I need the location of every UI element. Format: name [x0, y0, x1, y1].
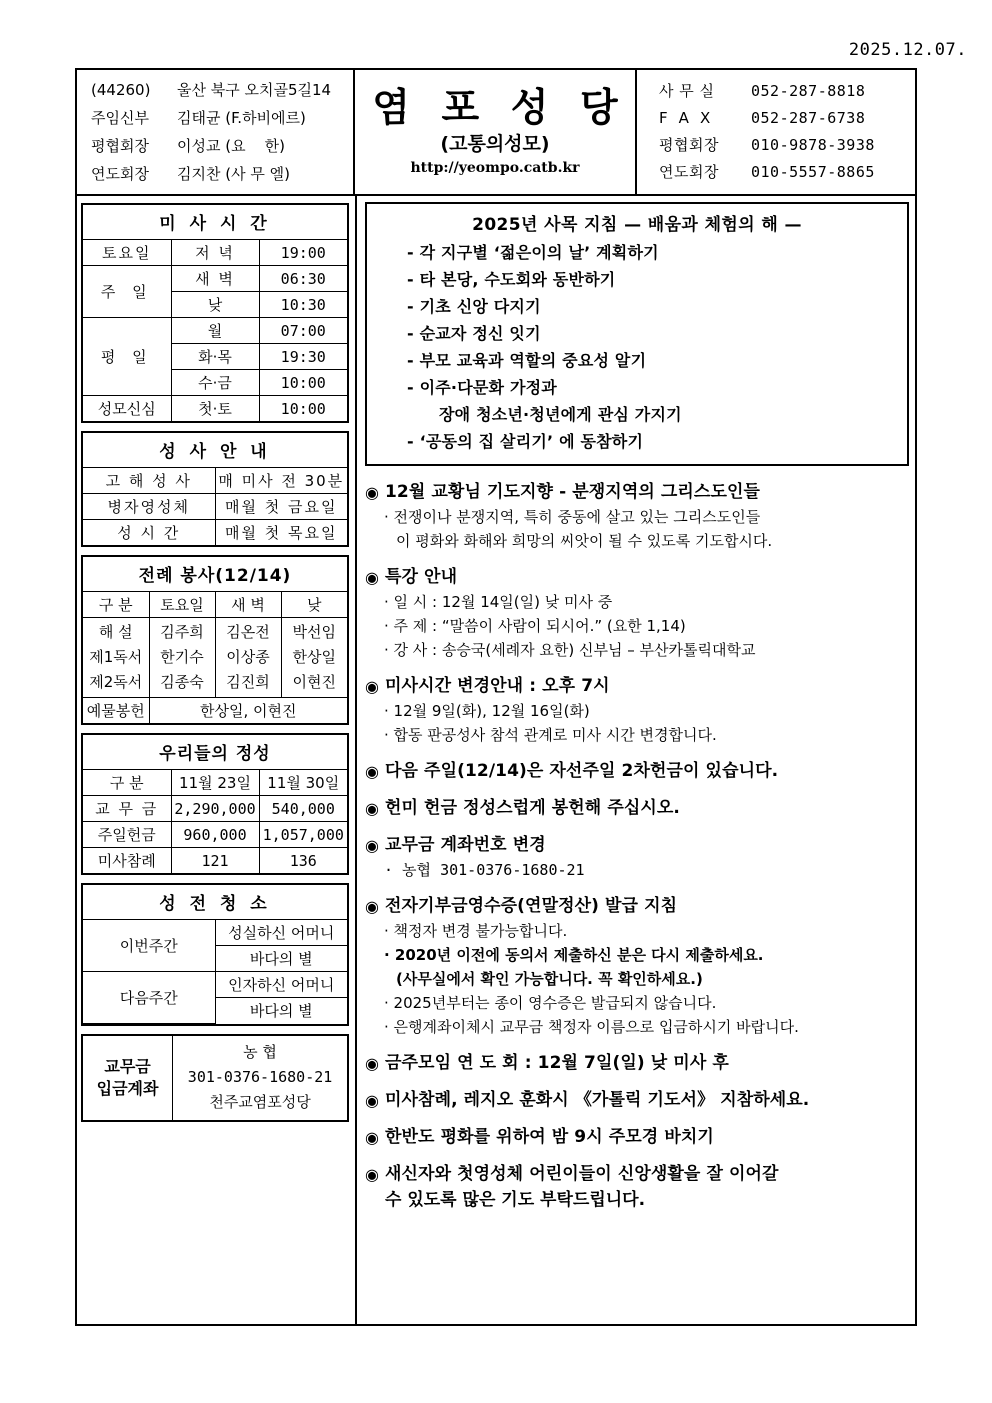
liturgy-name: 김주희: [160, 623, 204, 641]
contact-info-block: [637, 70, 915, 194]
table-row: [83, 592, 347, 618]
contact-row: [659, 132, 915, 159]
contact-label: 사 무 실: [659, 82, 715, 100]
announcement-sub: · 주 제 : “말씀이 사람이 되시어.” (요한 1,14): [384, 617, 686, 635]
announcement-title: 헌미 헌금 정성스럽게 봉헌해 주십시오.: [385, 798, 680, 818]
table-row: [83, 318, 347, 344]
contact-label: 연도회장: [659, 163, 719, 181]
parish-info-label: 연도회장: [91, 165, 149, 183]
contact-label: 평협회장: [659, 136, 719, 154]
parish-info-value: 이성교 (요 한): [177, 137, 285, 155]
parish-info-block: [77, 70, 355, 194]
offerings-value: 2,290,000: [171, 796, 259, 822]
sacrament-value: 매월 첫 금요일: [215, 494, 347, 520]
guideline-item: - 기초 신앙 다지기: [407, 297, 541, 316]
announcement-sub: · 일 시 : 12월 14일(일) 낮 미사 중: [384, 593, 613, 611]
guidelines-title: 2025년 사목 지침 — 배움과 체험의 해 —: [472, 215, 802, 235]
cleaning-next-week-label: 다음주간: [83, 972, 215, 1024]
cleaning-group: 성실하신 어머니: [215, 920, 347, 946]
guideline-item: - 타 본당, 수도회와 동반하기: [407, 270, 616, 289]
mass-when: 월: [171, 318, 259, 344]
parish-info-label: (44260): [91, 81, 151, 99]
announcement-title: 특강 안내: [385, 567, 458, 587]
liturgy-name: 한기수: [160, 648, 204, 666]
announcement-heading: [365, 565, 909, 590]
mass-when: 화·목: [171, 344, 259, 370]
offerings-title: 우리들의 정성: [83, 735, 347, 770]
announcement: [365, 759, 909, 784]
church-title-block: [355, 70, 637, 194]
bullet-icon: ◉: [365, 762, 380, 781]
table-row: [83, 468, 347, 494]
contact-row: [659, 159, 915, 186]
offerings-row-name: 주일헌금: [83, 822, 171, 848]
announcement-sub: · 전쟁이나 분쟁지역, 특히 중동에 살고 있는 그리스도인들: [384, 508, 761, 526]
cleaning-title: 성 전 청 소: [83, 885, 347, 920]
parish-info-value: 김지찬 (사 무 엘): [177, 165, 290, 183]
parish-info-label: 평협회장: [91, 137, 149, 155]
sacrament-info-table: [81, 431, 349, 547]
bullet-icon: ◉: [365, 1128, 380, 1147]
liturgy-role-label: 제2독서: [89, 673, 143, 691]
guideline-item-continuation: 장애 청소년·청년에게 관심 가지기: [439, 405, 682, 424]
liturgy-header: 구 분: [83, 592, 149, 618]
account-bank: 농 협: [243, 1042, 277, 1061]
liturgy-name: 이상종: [226, 648, 270, 666]
contact-value: 010-9878-3938: [751, 136, 875, 154]
liturgy-name: 김종숙: [160, 673, 204, 691]
mass-when: 낮: [171, 292, 259, 318]
liturgy-title: 전례 봉사(12/14): [83, 557, 347, 592]
bullet-icon: ◉: [365, 1054, 380, 1073]
pastoral-guidelines-box: [365, 202, 909, 466]
mass-time: 10:00: [259, 370, 347, 396]
liturgy-dawn-names: [215, 618, 281, 698]
announcement: [365, 674, 909, 747]
guideline-item: - 이주·다문화 가정과: [407, 378, 557, 397]
announcement-title: 전자기부금영수증(연말정산) 발급 지침: [385, 896, 678, 916]
church-website-url[interactable]: http://yeompo.catb.kr: [410, 159, 580, 176]
announcement-heading: [365, 1051, 909, 1076]
mass-when: 수·금: [171, 370, 259, 396]
contact-row: [659, 105, 915, 132]
mass-schedule-table: [81, 203, 349, 423]
contact-label: F A X: [659, 109, 711, 127]
mass-day: 토요일: [83, 240, 171, 266]
announcement-heading: [365, 894, 909, 919]
cleaning-schedule-table: [81, 883, 349, 1026]
offerings-header: 구 분: [83, 770, 171, 796]
bullet-icon: ◉: [365, 897, 380, 916]
liturgy-roles: [83, 618, 149, 698]
announcement: [365, 833, 909, 882]
bullet-icon: ◉: [365, 799, 380, 818]
table-row: [83, 240, 347, 266]
announcement-heading: [365, 796, 909, 821]
offerings-header: 11월 30일: [259, 770, 347, 796]
announcement-sub: · 은행계좌이체시 교무금 책정자 이름으로 입금하시기 바랍니다.: [384, 1018, 799, 1036]
guideline-item: - 부모 교육과 역할의 중요성 알기: [407, 351, 647, 370]
announcement-heading: [365, 1162, 909, 1187]
cleaning-group: 바다의 별: [215, 946, 347, 972]
cleaning-group: 인자하신 어머니: [215, 972, 347, 998]
offerings-value: 960,000: [171, 822, 259, 848]
mass-time: 07:00: [259, 318, 347, 344]
offerings-row-name: 미사참례: [83, 848, 171, 874]
announcement-heading: [365, 759, 909, 784]
bullet-icon: ◉: [365, 836, 380, 855]
liturgy-role-label: 제1독서: [89, 648, 143, 666]
mass-time: 10:30: [259, 292, 347, 318]
bullet-icon: ◉: [365, 677, 380, 696]
table-row: [83, 920, 347, 946]
liturgy-name: 한상일: [292, 648, 336, 666]
sacrament-name: 고 해 성 사: [83, 468, 215, 494]
announcement-title: 미사참례, 레지오 훈화시 《가톨릭 기도서》 지참하세요.: [385, 1090, 810, 1110]
guideline-item: - ‘공동의 집 살리기’ 에 동참하기: [407, 432, 644, 451]
announcement-sub: · 2020년 이전에 동의서 제출하신 분은 다시 제출하세요.: [384, 946, 764, 964]
contact-value: 052-287-8818: [751, 82, 866, 100]
announcement: [365, 565, 909, 662]
table-row: [83, 770, 347, 796]
offerings-value: 1,057,000: [259, 822, 347, 848]
contact-value: 052-287-6738: [751, 109, 866, 127]
mass-time: 10:00: [259, 396, 347, 422]
offering-label: 예물봉헌: [83, 698, 149, 724]
mass-time: 19:30: [259, 344, 347, 370]
announcement-sub: · 2025년부터는 종이 영수증은 발급되지 않습니다.: [384, 994, 717, 1012]
table-row: [83, 796, 347, 822]
announcement: [365, 1162, 909, 1213]
guideline-item: - 순교자 정신 잇기: [407, 324, 541, 343]
cleaning-this-week-label: 이번주간: [83, 920, 215, 972]
church-subtitle: (고통의성모): [440, 132, 550, 155]
mass-schedule-title: 미 사 시 간: [83, 205, 347, 240]
announcement-title: 미사시간 변경안내 : 오후 7시: [385, 676, 610, 696]
mass-day: 성모신심: [83, 396, 171, 422]
bulletin-body: [75, 196, 917, 1326]
announcement-sub: · 책정자 변경 불가능합니다.: [384, 922, 568, 940]
announcement-title: 다음 주일(12/14)은 자선주일 2차헌금이 있습니다.: [385, 761, 779, 781]
sacrament-name: 성 시 간: [83, 520, 215, 546]
parish-info-row: [91, 132, 353, 160]
announcement-title: 금주모임 연 도 회 : 12월 7일(일) 낮 미사 후: [385, 1053, 729, 1073]
announcement-title-continuation: 수 있도록 많은 기도 부탁드립니다.: [385, 1190, 646, 1210]
table-row: [83, 822, 347, 848]
cleaning-group: 바다의 별: [215, 998, 347, 1024]
announcement-title: 한반도 평화를 위하여 밤 9시 주모경 바치기: [385, 1127, 714, 1147]
table-row: [83, 618, 347, 698]
offerings-header: 11월 23일: [171, 770, 259, 796]
sacrament-value: 매 미사 전 30분: [215, 468, 347, 494]
right-column: [357, 196, 917, 1326]
announcement-title: 12월 교황님 기도지향 - 분쟁지역의 그리스도인들: [385, 482, 761, 502]
announcement: [365, 894, 909, 1039]
church-name: 염 포 성 당: [372, 85, 627, 131]
liturgy-saturday-names: [149, 618, 215, 698]
mass-time: 06:30: [259, 266, 347, 292]
announcement: [365, 1051, 909, 1076]
account-details: [173, 1036, 347, 1120]
announcement-sub: · 합동 판공성사 참석 관계로 미사 시간 변경합니다.: [384, 726, 717, 744]
liturgy-name: 박선임: [292, 623, 336, 641]
table-row: [83, 698, 347, 724]
announcement: [365, 1125, 909, 1150]
announcement: [365, 1088, 909, 1113]
announcement-heading: [365, 480, 909, 505]
bullet-icon: ◉: [365, 1165, 380, 1184]
table-row: [83, 1036, 347, 1120]
liturgy-header: 토요일: [149, 592, 215, 618]
table-row: [83, 520, 347, 546]
table-row: [83, 848, 347, 874]
liturgy-name: 김진희: [226, 673, 270, 691]
account-info-box: [81, 1034, 349, 1122]
announcement-sub: · 강 사 : 송승국(세례자 요한) 신부님 – 부산카톨릭대학교: [384, 641, 756, 659]
announcement-title: 새신자와 첫영성체 어린이들이 신앙생활을 잘 이어갈: [385, 1164, 779, 1184]
offerings-value: 136: [259, 848, 347, 874]
contact-row: [659, 78, 915, 105]
bullet-icon: ◉: [365, 483, 380, 502]
bulletin-date: 2025.12.07.: [848, 40, 967, 60]
offering-value: 한상일, 이현진: [149, 698, 347, 724]
parish-info-row: [91, 76, 353, 104]
announcement-sub: · 12월 9일(화), 12월 16일(화): [384, 702, 590, 720]
parish-info-value: 김태균 (F.하비에르): [177, 109, 306, 127]
mass-when: 새 벽: [171, 266, 259, 292]
announcement-sub-continuation: 이 평화와 화해와 희망의 씨앗이 될 수 있도록 기도합시다.: [396, 532, 773, 550]
mass-when: 저 녁: [171, 240, 259, 266]
liturgy-day-names: [281, 618, 347, 698]
table-row: [83, 494, 347, 520]
parish-info-value: 울산 북구 오치골5길14: [177, 81, 332, 99]
offerings-value: 540,000: [259, 796, 347, 822]
guideline-item: - 각 지구별 ‘젊은이의 날’ 계획하기: [407, 243, 659, 262]
parish-info-row: [91, 104, 353, 132]
bullet-icon: ◉: [365, 568, 380, 587]
announcement-sub-continuation: (사무실에서 확인 가능합니다. 꼭 확인하세요.): [396, 970, 703, 988]
mass-when: 첫·토: [171, 396, 259, 422]
account-label: [83, 1036, 173, 1120]
table-row: [83, 266, 347, 292]
announcement: [365, 480, 909, 553]
liturgy-header: 낮: [281, 592, 347, 618]
announcement-heading: [365, 1125, 909, 1150]
liturgy-name: 김온전: [226, 623, 270, 641]
mass-time: 19:00: [259, 240, 347, 266]
contact-value: 010-5557-8865: [751, 163, 875, 181]
sacrament-value: 매월 첫 목요일: [215, 520, 347, 546]
parish-info-row: [91, 160, 353, 188]
offerings-row-name: 교 무 금: [83, 796, 171, 822]
announcement-heading: [365, 1088, 909, 1113]
table-row: [83, 396, 347, 422]
liturgy-name: 이현진: [292, 673, 336, 691]
announcement-heading: [365, 674, 909, 699]
announcement-heading: [365, 833, 909, 858]
table-row: [83, 972, 347, 998]
liturgy-header: 새 벽: [215, 592, 281, 618]
account-number: 301-0376-1680-21: [187, 1067, 333, 1086]
account-label-line2: 입금계좌: [96, 1078, 159, 1098]
parish-info-label: 주임신부: [91, 109, 149, 127]
bullet-icon: ◉: [365, 1091, 380, 1110]
sacrament-name: 병자영성체: [83, 494, 215, 520]
announcement-title: 교무금 계좌번호 변경: [385, 835, 546, 855]
offerings-value: 121: [171, 848, 259, 874]
mass-day: 평 일: [83, 318, 171, 396]
mass-day: 주 일: [83, 266, 171, 318]
document-header: [75, 68, 917, 196]
offerings-table: [81, 733, 349, 875]
announcement-sub: · 농협 301-0376-1680-21: [384, 861, 585, 879]
liturgy-role-label: 해 설: [98, 623, 133, 641]
account-holder: 천주교염포성당: [209, 1092, 311, 1111]
liturgy-service-table: [81, 555, 349, 725]
left-column: [75, 196, 357, 1326]
sacrament-title: 성 사 안 내: [83, 433, 347, 468]
account-label-line1: 교무금: [104, 1056, 151, 1076]
announcement: [365, 796, 909, 821]
